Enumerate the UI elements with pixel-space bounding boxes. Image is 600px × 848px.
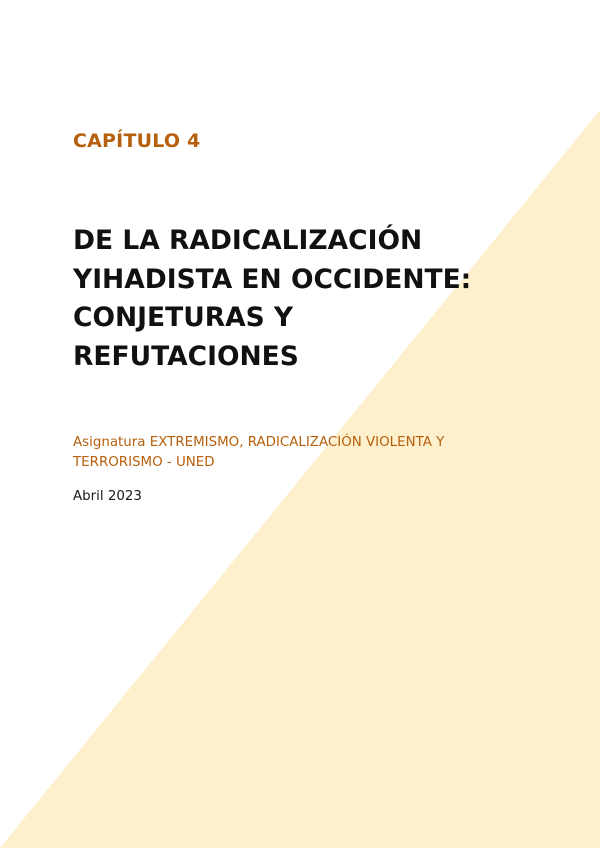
subject-line: TERRORISMO - UNED <box>73 455 215 470</box>
document-title <box>73 222 573 376</box>
title-line: DE LA RADICALIZACIÓN <box>73 225 423 256</box>
chapter-label: CAPÍTULO 4 <box>73 130 201 152</box>
course-subject <box>73 433 573 473</box>
title-line: REFUTACIONES <box>73 340 299 372</box>
publication-date: Abril 2023 <box>73 489 142 504</box>
decorative-triangle <box>0 110 600 848</box>
title-line: YIHADISTA EN OCCIDENTE: <box>73 263 472 295</box>
subject-line: Asignatura EXTREMISMO, RADICALIZACIÓN VIOLENTA Y <box>73 435 445 450</box>
title-line: CONJETURAS Y <box>73 302 294 333</box>
